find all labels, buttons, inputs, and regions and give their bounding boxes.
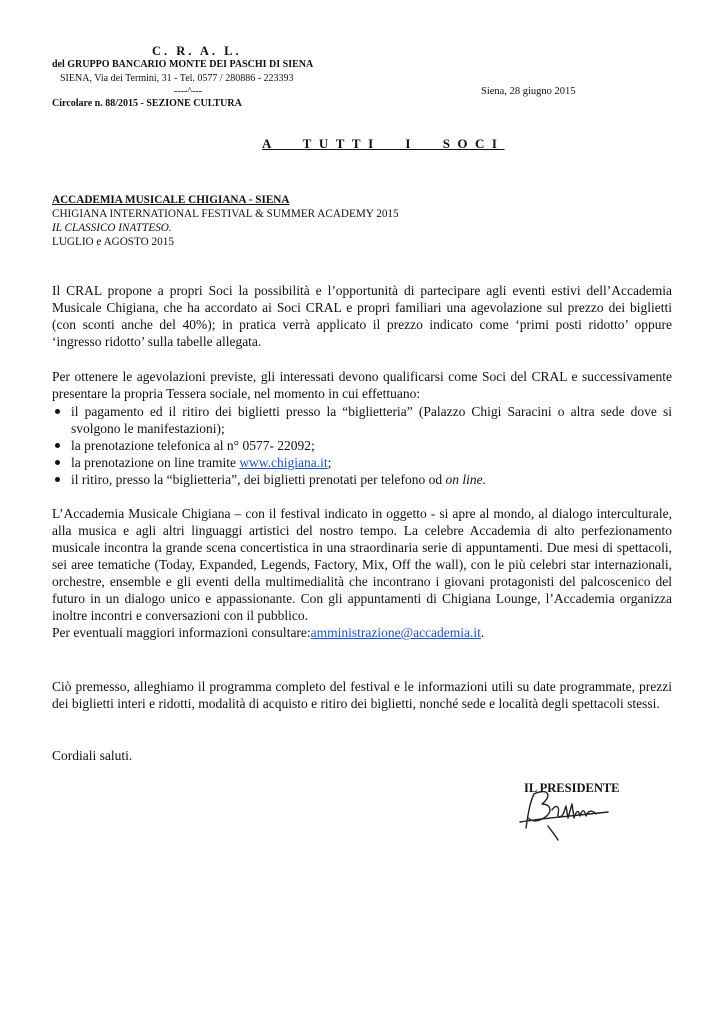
recipients-heading: A TUTTI I SOCI bbox=[262, 136, 505, 151]
festival-description: L’Accademia Musicale Chigiana – con il festival indicato in oggetto - si apre al mondo, al dialogo interculturale, alla musica e agli altri linguaggi artistici del nostro tempo. La celebre Accademia di alto perfezionamento musicale incontra la grande scena concertistica in una straordinaria serie di appuntamenti. Due mesi di spettacoli, sei aree tematiche (Today, Expanded, Legends, Factory, Mix, Off the wall), con le più celebri star internazionali, orchestre, ensemble e gli eventi della multimedialità che incontrano i giovani protagonisti del palcoscenico del futuro in un dialogo unico e appassionante. Con gli appuntamenti di Chigiana Lounge, l’Accademia organizza inoltre incontri e conversazioni con il pubblico. bbox=[52, 506, 672, 623]
bullet-text: la prenotazione on line tramite bbox=[71, 455, 240, 470]
list-item bbox=[52, 437, 672, 454]
bullet-italic-text: on line. bbox=[445, 472, 487, 487]
list-item bbox=[52, 403, 672, 437]
info-text: Per eventuali maggiori informazioni consultare: bbox=[52, 625, 311, 640]
paragraph-requirements: Per ottenere le agevolazioni previste, gli interessati devono qualificarsi come Soci del CRAL e successivamente presentare la propria Tessera sociale, nel momento in cui effettuano: bbox=[52, 369, 672, 401]
president-title: IL PRESIDENTE bbox=[524, 781, 620, 795]
bullet-list bbox=[52, 403, 672, 488]
subject-line-1: ACCADEMIA MUSICALE CHIGIANA - SIENA bbox=[52, 194, 290, 206]
email-link[interactable]: amministrazione@accademia.it bbox=[310, 625, 481, 640]
org-full-name: del GRUPPO BANCARIO MONTE DEI PASCHI DI SIENA bbox=[52, 59, 314, 70]
paragraph-intro: Il CRAL propone a propri Soci la possibilità e l’opportunità di partecipare agli eventi estivi dell’Accademia Musicale Chigiana, che ha accordato ai Soci CRAL e propri familiari una agevolazione sul prezzo dei biglietti (con sconti anche del 40%); in pratica verrà applicato il prezzo indicato come ‘primi posti ridotto’ oppure ‘ingresso ridotto’ sulla tabelle allegata. bbox=[52, 283, 672, 349]
org-address: SIENA, Via dei Termini, 31 - Tel. 0577 / 280886 - 223393 bbox=[60, 73, 294, 84]
website-link[interactable]: www.chigiana.it bbox=[239, 455, 328, 470]
subject-line-2: CHIGIANA INTERNATIONAL FESTIVAL & SUMMER ACADEMY 2015 bbox=[52, 208, 399, 220]
place-date: Siena, 28 giugno 2015 bbox=[481, 86, 576, 97]
paragraph-festival bbox=[52, 505, 672, 641]
list-item bbox=[52, 471, 672, 488]
bullet-text: la prenotazione telefonica al n° 0577- 22092; bbox=[71, 438, 315, 453]
info-text: . bbox=[480, 625, 485, 640]
subject-line-3: IL CLASSICO INATTESO. bbox=[52, 222, 172, 234]
bullet-text: ; bbox=[327, 455, 332, 470]
paragraph-attachment: Ciò premesso, alleghiamo il programma completo del festival e le informazioni utili su date programmate, prezzi dei biglietti interi e ridotti, modalità di acquisto e ritiro dei biglietti, nonché sede e località degli spettacoli stessi. bbox=[52, 679, 672, 711]
handwritten-signature bbox=[512, 782, 652, 842]
circular-number: Circolare n. 88/2015 - SEZIONE CULTURA bbox=[52, 98, 242, 109]
list-item bbox=[52, 454, 672, 471]
bullet-text: il pagamento ed il ritiro dei biglietti presso la “biglietteria” (Palazzo Chigi Saracini o altra sede dove si svolgono le manifestazioni); bbox=[71, 404, 672, 436]
org-short-name: C. R. A. L. bbox=[152, 44, 242, 58]
closing-greeting: Cordiali saluti. bbox=[52, 748, 133, 763]
bullet-text: il ritiro, presso la “biglietteria”, dei biglietti prenotati per telefono od bbox=[71, 472, 446, 487]
header-separator: ----^--- bbox=[174, 86, 203, 97]
subject-line-4: LUGLIO e AGOSTO 2015 bbox=[52, 236, 174, 248]
